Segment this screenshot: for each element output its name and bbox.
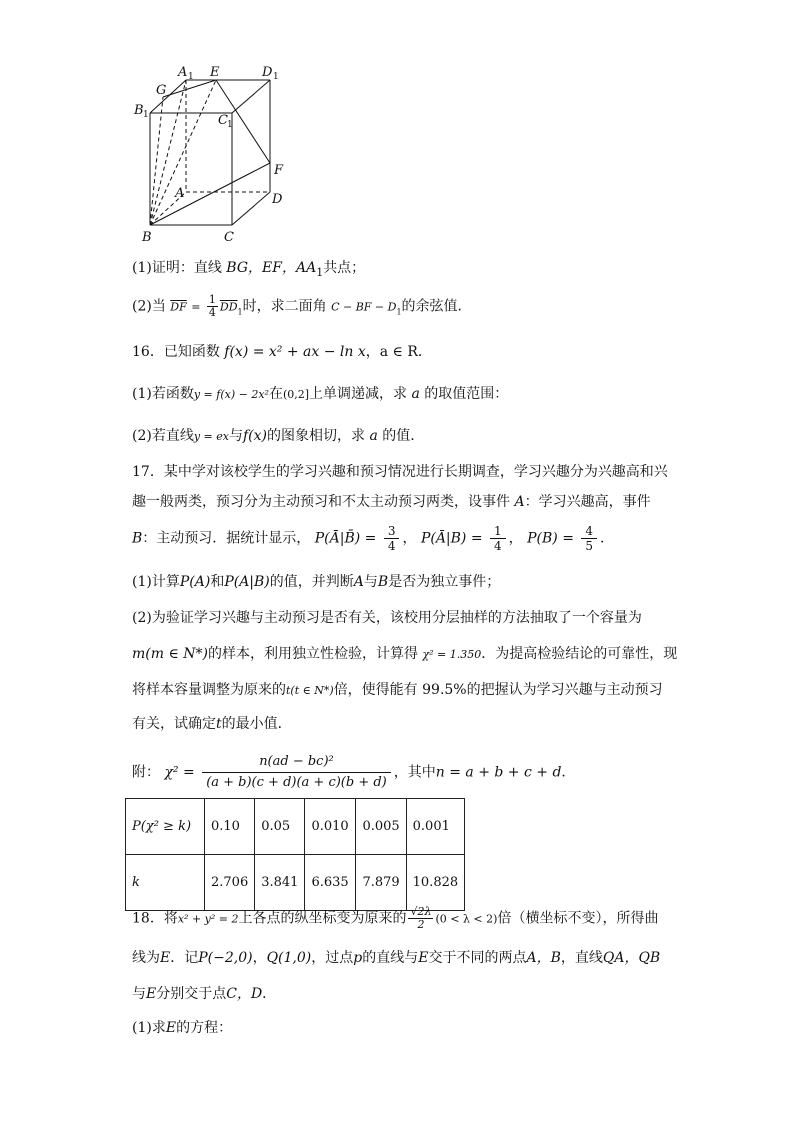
q17-part2-line2: m(m ∈ N*)的样本，利用独立性检验，计算得 χ² = 1.350．为提高检验结论的可靠性，现 [132, 646, 678, 662]
q17-stem-line2: 趣一般两类，预习分为主动预习和不太主动预习两类，设事件 A：学习兴趣高，事件 [132, 494, 651, 510]
label-C1-sub: 1 [227, 120, 233, 130]
q16-stem: 16．已知函数 f(x) = x² + ax − ln x，a ∈ R． [132, 344, 432, 360]
label-A1-sub: 1 [188, 72, 194, 82]
q18-line3: 与E分别交于点C，D． [132, 986, 277, 1002]
q17-stem-line1: 17．某中学对该校学生的学习兴趣和预习情况进行长期调查，学习兴趣分为兴趣高和兴 [132, 464, 668, 480]
label-B: B [142, 230, 152, 245]
label-D: D [272, 192, 283, 207]
label-F: F [274, 163, 284, 178]
q16-part2: (2)若直线y = ex与f(x)的图象相切，求 a 的值. [132, 428, 415, 444]
q17-appendix: 附： χ² = $\frac{\text{n(ad − bc)²}}{(a + b)(c + d)(a + c)(b + d)}$ ，其中n = a + b + c + d． [132, 752, 575, 793]
q18-part1: (1)求E的方程： [132, 1020, 233, 1036]
label-D1: D [262, 65, 273, 80]
label-C: C [224, 230, 234, 245]
label-E: E [210, 65, 220, 80]
label-A1: A [178, 65, 188, 80]
chi-square-formula: $\frac{\text{n(ad − bc)²}}{(a + b)(c + d)(a + c)(b + d)}$ [202, 752, 391, 793]
label-G: G [156, 83, 167, 98]
q17-part2-line4: 有关，试确定t的最小值． [132, 716, 292, 732]
label-B1-sub: 1 [143, 110, 149, 120]
q17-part1: (1)计算P(A)和P(A|B)的值，并判断A与B是否为独立事件； [132, 574, 501, 590]
cube-figure [128, 60, 298, 250]
q15-part2: (2)当 $\overline{DF}$ = $\frac{1}{4}$ $\overline{DD}_1$时，求二面角 C − BF − $D_1$的余弦值. [132, 293, 462, 319]
label-C1: C [218, 113, 228, 128]
q18-line2: 线为E．记P(−2,0)，Q(1,0)，过点p的直线与E交于不同的两点A，B，直线QA，QB [132, 950, 661, 966]
q16-part1: (1)若函数y = f(x) − 2x²在(0,2]上单调递减，求 a 的取值范围： [132, 386, 509, 402]
critical-value-table [125, 798, 465, 911]
label-D1-sub: 1 [273, 72, 279, 82]
q17-part2-line1: (2)为验证学习兴趣与主动预习是否有关，该校用分层抽样的方法抽取了一个容量为 [132, 610, 642, 626]
label-A: A [175, 186, 185, 201]
table-row: P(χ² ≥ k) 0.10 0.05 0.010 0.005 0.001 [126, 799, 465, 855]
q15-part1: (1)证明：直线 BG，EF，$AA_1$共点； [132, 260, 366, 279]
q17-stem-line3: B：主动预习．据统计显示， P(Ā|B̄) = $\frac{3}{4}$ ， P(Ā|B) = $\frac{1}{4}$ ， P(B) = $\frac{4}{5}$ ． [132, 524, 615, 553]
table-row: k 2.706 3.841 6.635 7.879 10.828 [126, 855, 465, 911]
q17-part2-line3: 将样本容量调整为原来的t(t ∈ N*)倍，使得能有 99.5%的把握认为学习兴趣与主动预习 [132, 682, 663, 698]
q18-line1: 18．将x² + y² = 2上各点的纵坐标变为原来的 $\frac{√2\lambda}{2}$ (0 < λ < 2)倍（横坐标不变），所得曲 [132, 905, 659, 931]
label-B1: B [134, 103, 144, 118]
